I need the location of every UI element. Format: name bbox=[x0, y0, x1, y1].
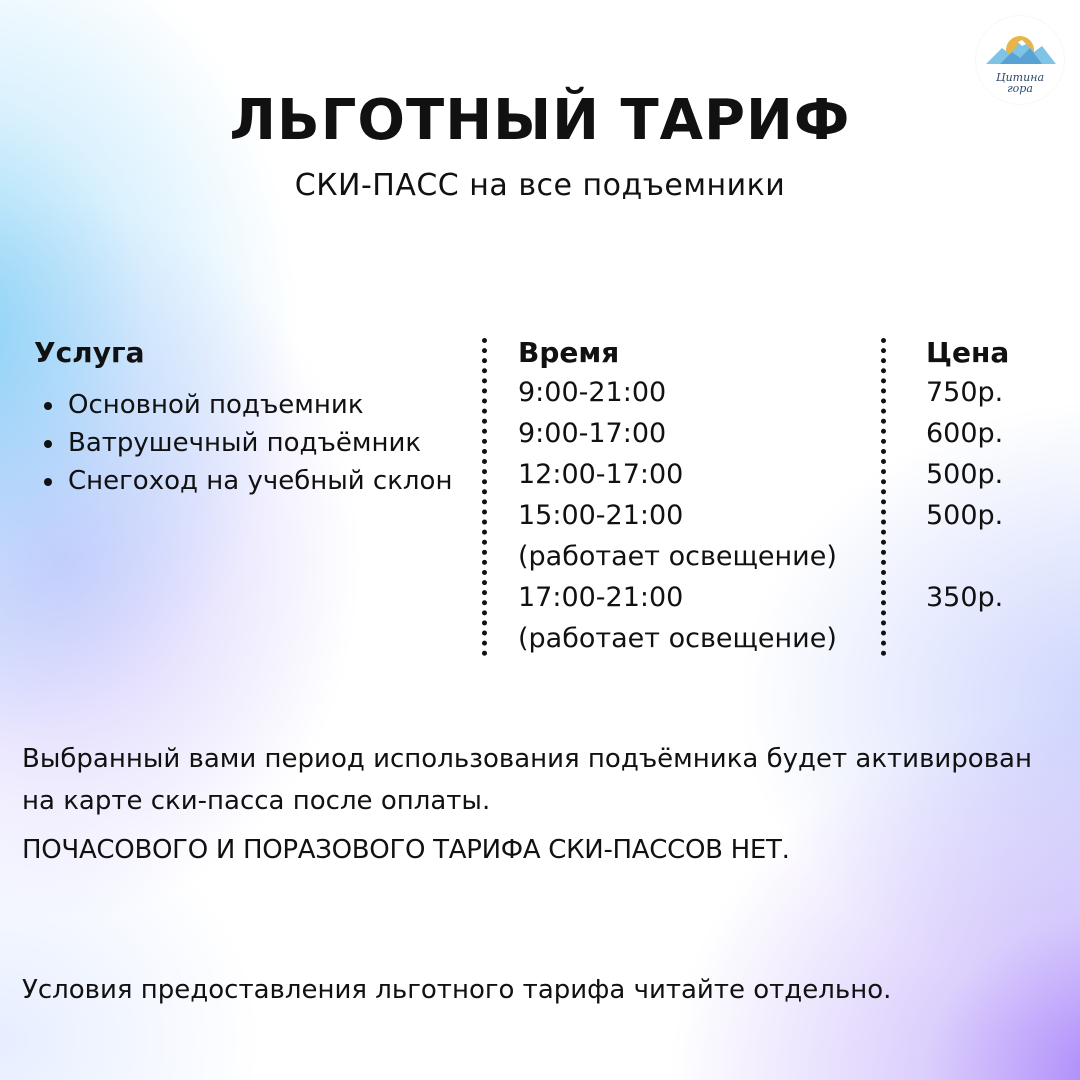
time-cell: (работает освещение) bbox=[518, 623, 837, 654]
price-cell bbox=[926, 618, 1066, 659]
list-item: Ватрушечный подъёмник bbox=[40, 424, 470, 462]
price-cell bbox=[926, 536, 1066, 577]
no-hourly-note: ПОЧАСОВОГО И ПОРАЗОВОГО ТАРИФА СКИ-ПАССОВ НЕТ. bbox=[22, 835, 790, 865]
list-item: Снегоход на учебный склон bbox=[40, 462, 470, 500]
price-cell: 350р. bbox=[926, 582, 1004, 613]
page-subtitle: СКИ-ПАСС на все подъемники bbox=[294, 168, 786, 203]
price-column bbox=[926, 372, 1066, 659]
list-item: Основной подъемник bbox=[40, 386, 470, 424]
price-cell: 500р. bbox=[926, 500, 1004, 531]
price-cell: 600р. bbox=[926, 418, 1004, 449]
column-divider bbox=[482, 338, 487, 656]
time-cell: 9:00-17:00 bbox=[518, 418, 667, 449]
activation-note: Выбранный вами период использования подъёмника будет активирован на карте ски-пасса после оплаты. bbox=[22, 744, 1032, 816]
time-column-header: Время bbox=[518, 336, 620, 369]
time-column bbox=[518, 372, 878, 659]
time-cell: (работает освещение) bbox=[518, 541, 837, 572]
service-column-header: Услуга bbox=[34, 336, 145, 369]
column-divider bbox=[881, 338, 886, 656]
service-list bbox=[40, 386, 470, 500]
price-cell: 500р. bbox=[926, 459, 1004, 490]
page-title: ЛЬГОТНЫЙ ТАРИФ bbox=[229, 88, 851, 153]
time-cell: 17:00-21:00 bbox=[518, 582, 684, 613]
time-cell: 12:00-17:00 bbox=[518, 459, 684, 490]
price-cell: 750р. bbox=[926, 377, 1004, 408]
conditions-note: Условия предоставления льготного тарифа читайте отдельно. bbox=[22, 975, 892, 1005]
logo-text-line1: Цитина bbox=[996, 71, 1044, 84]
logo-text-line2: гора bbox=[1007, 82, 1033, 95]
price-column-header: Цена bbox=[926, 336, 1010, 369]
time-cell: 9:00-21:00 bbox=[518, 377, 667, 408]
time-cell: 15:00-21:00 bbox=[518, 500, 684, 531]
